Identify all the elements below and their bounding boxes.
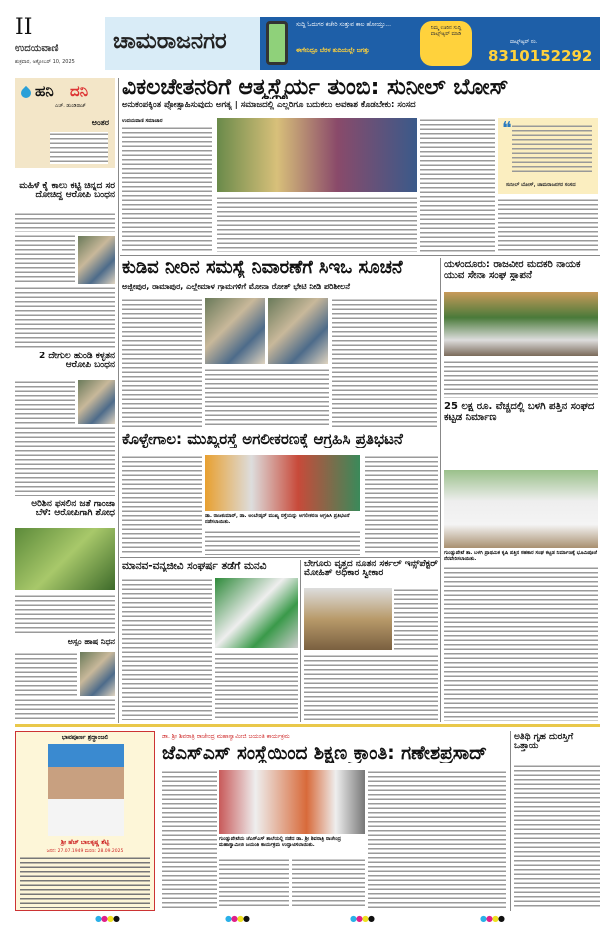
masthead: [15, 17, 600, 70]
color-registration-marks: ●●●●: [225, 914, 249, 923]
lead-quote-box: [498, 118, 598, 194]
section-divider: [15, 724, 600, 727]
water-headline: ಕುಡಿವ ನೀರಿನ ಸಮಸ್ಯೆ ನಿವಾರಣೆಗೆ ಸಿಇಒ ಸೂಚನೆ: [122, 259, 403, 278]
ad-line2: ಈಗೇನಿದ್ರೂ ಬೆರಳ ತುದಿಯಲ್ಲೇ ಜಗತ್ತು: [296, 47, 370, 54]
begur-headline: ಬೇಗೂರು ವೃತ್ತದ ನೂತನ ಸರ್ಕಲ್ ಇನ್ಸ್‌ಪೆಕ್ಟರ್ ಮೋಹಿತ್ ಅಧಿಕಾರ ಸ್ವೀಕಾರ: [304, 560, 438, 579]
wildlife-headline: ಮಾನವ-ವನ್ಯಜೀವಿ ಸಂಘರ್ಷ ತಡೆಗೆ ಮನವಿ: [122, 561, 267, 572]
color-registration-marks: ●●●●: [95, 914, 119, 923]
water-photo-1: [205, 298, 265, 364]
wildlife-photo: [215, 578, 298, 648]
kollegal-headline: ಕೊಳ್ಳೇಗಾಲ: ಮುಖ್ಯರಸ್ತೆ ಅಗಲೀಕರಣಕ್ಕೆ ಆಗ್ರಹಿಸಿ ಪ್ರತಿಭಟನೆ: [122, 432, 403, 448]
jss-headline: ಜೆಎಸ್ಎಸ್ ಸಂಸ್ಥೆಯಿಂದ ಶಿಕ್ಷಣ ಕ್ರಾಂತಿ: ಗಣೇಶಪ್ರಸಾದ್: [162, 744, 488, 764]
obituary-portrait: [48, 744, 124, 836]
accused-photo-1: [78, 236, 115, 284]
phone-illustration: [266, 21, 288, 65]
quote-attribution: ಸುನೀಲ್ ಬೋಸ್, ಚಾಮರಾಜನಗರ ಸಂಸದ: [506, 182, 576, 188]
jss-photo: [219, 770, 365, 834]
obituary-name: ಶ್ರೀ ಹೆಚ್ ಬಾಲಕೃಷ್ಣ ಶೆಟ್ಟಿ: [60, 839, 110, 846]
begur-photo: [304, 588, 392, 650]
ad-line1: ಸುದ್ದಿ ಓದುಗರ ಕಚೇರಿ ಸುತ್ತುವ ಕಾಲ ಹೋಯ್ತು...: [296, 21, 391, 28]
lead-byline: ಉದಯವಾಣಿ ಸಮಾಚಾರ: [122, 118, 163, 124]
whatsapp-ad: [260, 17, 600, 70]
poem-title: ಅಂತರ: [91, 118, 109, 127]
color-registration-marks: ●●●●: [350, 914, 374, 923]
left-headline-1: ಮಹಿಳೆ ಕೈ ಕಾಲು ಕಟ್ಟಿ ಚಿನ್ನದ ಸರ ದೋಚಿದ್ದ ಆರೋಪಿ ಬಂಧನ: [19, 182, 115, 201]
section-title-box: [105, 17, 260, 70]
water-subheadline: ಅಜ್ಜೀಪುರ, ರಾಮಾಪುರ, ಎಲ್ಲೇಮಾಳ ಗ್ರಾಮಗಳಿಗೆ ಮೋನಾ ರೋತ್ ಭೇಟಿ ನೀಡಿ ಪರಿಶೀಲನೆ: [122, 283, 350, 291]
kollegal-photo: [205, 455, 360, 511]
milk-headline: 25 ಲಕ್ಷ ರೂ. ವೆಚ್ಚದಲ್ಲಿ ಬಳಗಿ ಪತ್ತಿನ ಸಂಘದ ಕಟ್ಟಡ ನಿರ್ಮಾಣ: [444, 402, 595, 423]
ad-badge: ನಿಮ್ಮ ಊರಿನ ಸುದ್ದಿ ವಾಟ್ಸ್ಆ್ಯಪ್ ಮಾಡಿ: [420, 21, 472, 66]
ganja-photo: [15, 528, 115, 590]
milk-photo: [444, 470, 598, 548]
ad-phone: 8310152292: [488, 47, 593, 65]
left-headline-2: 2 ದೇಗುಲ ಹುಂಡಿ ಕಳ್ಳತನ ಆರೋಪಿ ಬಂಧನ: [38, 352, 115, 371]
paper-logo: ಉದಯವಾಣಿ: [15, 43, 59, 54]
accused-photo-2: [78, 380, 115, 424]
guest-house-headline: ಅತಿಥಿ ಗೃಹ ದುರಸ್ತಿಗೆ ಒತ್ತಾಯ: [514, 733, 574, 752]
hani-dani-title-a: ಹನಿ: [35, 82, 54, 100]
yelandur-headline: ಯಳಂದೂರು: ರಾಜವೀರ ಮದಕರಿ ನಾಯಕ ಯುವ ಸೇನಾ ಸಂಘ ಸ್ಥಾಪನೆ: [444, 260, 581, 281]
lead-subheadline: ಅನುಕಂಪಕ್ಕಿಂತ ಪ್ರೋತ್ಸಾಹಿಸುವುದು ಅಗತ್ಯ | ಸಮಾಜದಲ್ಲಿ ಎಲ್ಲರಿಗೂ ಬದುಕಲು ಅವಕಾಶ ಕೊಡಬೇಕು: ಸಂಸದ: [122, 101, 416, 110]
section-title: ಚಾಮರಾಜನಗರ: [113, 29, 227, 54]
hani-dani-author: ಎಚ್. ಡುಂಡಿರಾಜ್: [55, 103, 86, 109]
left-headline-4: ಅಸ್ಸಂ ಹಾಷ ನಿಧನ: [67, 638, 115, 646]
edition-mark: II: [15, 15, 33, 40]
obituary-dates: ಜನನ: 27.07.1949 ಮರಣ: 28.09.2025: [46, 849, 124, 854]
ad-phone-label: ವಾಟ್ಸ್ಆ್ಯಪ್ ನಂ.: [510, 39, 538, 45]
yelandur-photo: [444, 292, 598, 356]
left-headline-3: ಅರಿಶಿನ ಫಸಲಿನ ಜತೆ ಗಾಂಜಾ ಬೆಳೆ: ಆರೋಪಿಗಾಗಿ ಶೋಧ: [31, 500, 115, 519]
drop-icon: [19, 86, 33, 100]
color-registration-marks: ●●●●: [480, 914, 504, 923]
quote-icon: ❝: [502, 118, 512, 139]
lead-photo: [217, 118, 417, 192]
milk-caption: ಗುಂಡ್ಲುಪೇಟೆ ತಾ. ಬಳಗಿ ಪ್ರಾಥಮಿಕ ಕೃಷಿ ಪತ್ತಿನ ಸಹಕಾರ ಸಂಘ ಕಟ್ಟಡ ನಿರ್ಮಾಣಕ್ಕೆ ಭೂಮಿಪೂಜೆ ನೆರವೇರಿಸಲಾಯಿತು.: [444, 550, 597, 562]
water-photo-2: [268, 298, 328, 364]
jss-kicker: ಡಾ. ಶ್ರೀ ಶಿವರಾತ್ರಿ ರಾಜೇಂದ್ರ ಮಹಾಸ್ವಾಮೀಜಿ ಜಯಂತಿ ಕಾರ್ಯಕ್ರಮ: [162, 733, 290, 740]
hani-dani-title-b: ದನಿ: [70, 82, 89, 100]
lead-headline: ವಿಕಲಚೇತನರಿಗೆ ಆತ್ಮಸ್ಥೈರ್ಯ ತುಂಬಿ: ಸುನೀಲ್ ಬೋಸ್: [122, 76, 509, 100]
hani-dani-box: [15, 78, 115, 168]
issue-date: ಶುಕ್ರವಾರ, ಅಕ್ಟೋಬರ್ 10, 2025: [15, 59, 75, 65]
obituary-photo-small: [80, 652, 115, 696]
jss-caption: ಗುಂಡ್ಲುಪೇಟೆಯ ಜೆಎಸ್ಎಸ್ ಶಾಲೆಯಲ್ಲಿ ನಡೆದ ಡಾ. ಶ್ರೀ ಶಿವರಾತ್ರಿ ರಾಜೇಂದ್ರ ಮಹಾಸ್ವಾಮೀಜಿ ಜಯಂತಿ ಕಾರ್ಯಕ್ರಮ ಉದ್ಘಾಟಿಸಲಾಯಿತು.: [219, 836, 341, 848]
obituary-title: ಭಾವಪೂರ್ಣ ಶ್ರದ್ಧಾಂಜಲಿ: [61, 734, 109, 741]
obituary-box: [15, 731, 155, 911]
kollegal-caption: ಡಾ. ರಾಜಕುಮಾರ್, ಡಾ. ಅಂಬೇಡ್ಕರ್ ಮುಖ್ಯ ರಸ್ತೆಯನ್ನು ಅಗಲೀಕರಣ ಆಗ್ರಹಿಸಿ ಪ್ರತಿಭಟನೆ ನಡೆಸಲಾಯಿತು.: [205, 513, 350, 525]
